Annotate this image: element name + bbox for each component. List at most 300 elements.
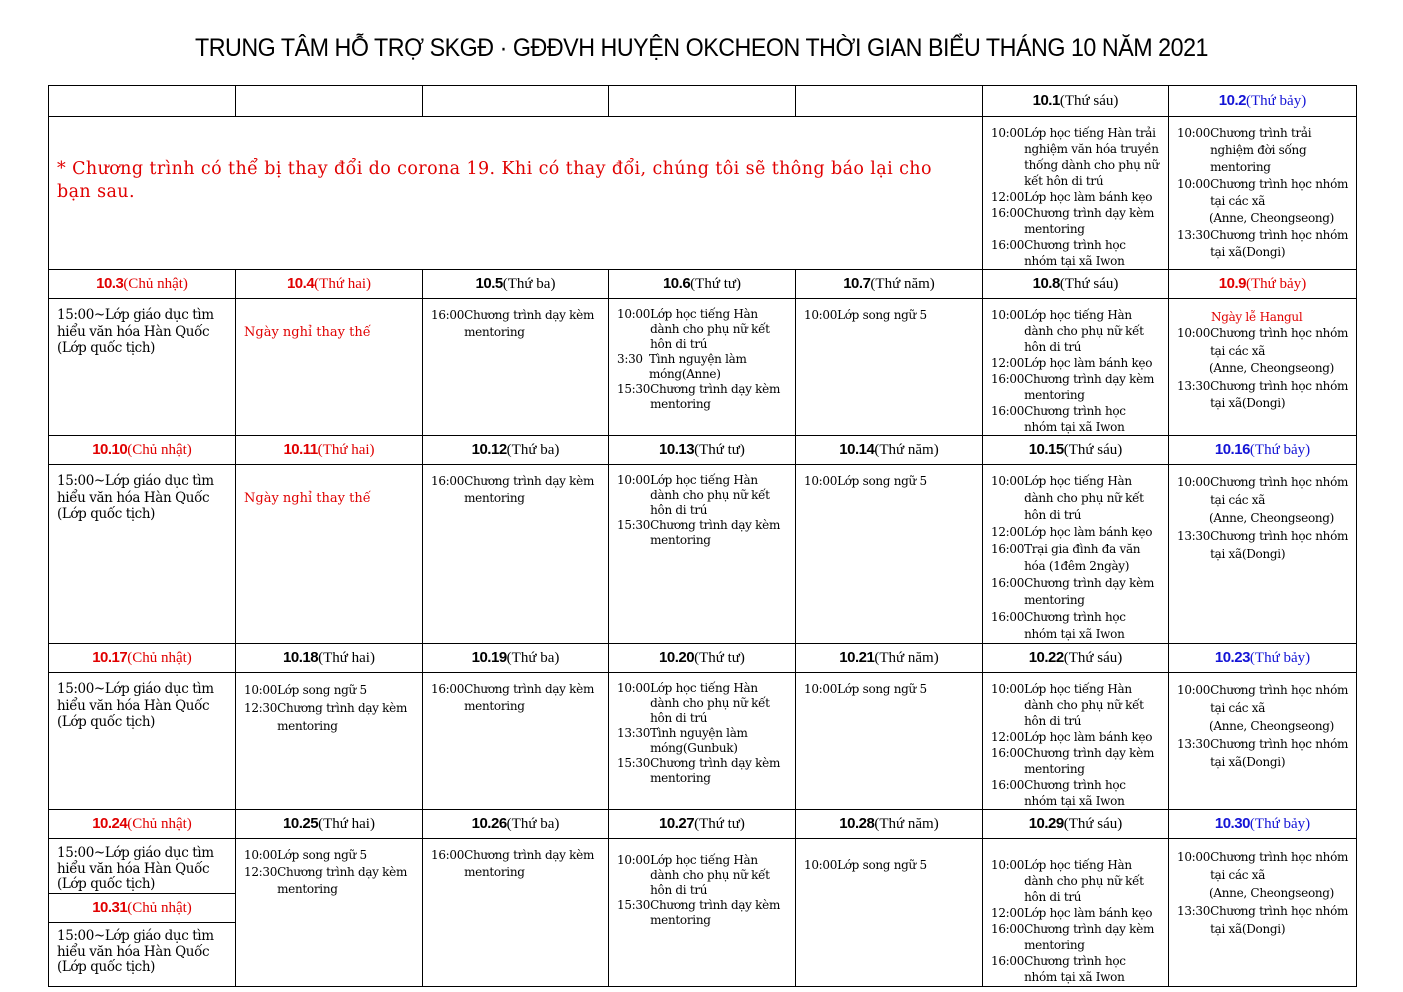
event-list: [983, 465, 1168, 643]
day-header: [423, 436, 609, 465]
day-header: [236, 644, 423, 673]
event-title: Chương trình học nhóm tại xã(Dongi): [1210, 529, 1349, 561]
event-time: 12:00: [991, 356, 1025, 370]
day-header: [1169, 436, 1357, 465]
day-number: 10.5: [475, 275, 503, 292]
weekday-label: (Thứ bảy): [1246, 276, 1307, 292]
event-time: 10:00: [991, 474, 1025, 488]
weekday-label: (Thứ tư): [694, 442, 745, 458]
event-time: 13:30: [617, 726, 651, 740]
day-header: [796, 644, 983, 673]
event-time: [1177, 884, 1209, 902]
event-time: 15:30: [617, 898, 651, 912]
day-number: 10.3: [96, 275, 124, 292]
event-title: Lớp song ngữ 5: [277, 848, 367, 862]
event-time: 10:00: [617, 473, 651, 487]
event-time: 12:00: [991, 525, 1025, 539]
event-time: 16:00: [431, 474, 465, 488]
event-item: [991, 524, 1162, 541]
day-number: 10.11: [283, 441, 318, 458]
weekday-label: (Thứ tư): [690, 276, 742, 292]
day-header: [423, 270, 609, 299]
day-number: 10.26: [471, 815, 507, 832]
day-cell: [609, 465, 796, 644]
day-number: 10.27: [659, 815, 695, 832]
event-title: Lớp học tiếng Hàn dành cho phụ nữ kết hôn di trú: [1024, 858, 1144, 904]
event-text: 15:00~Lớp giáo dục tìm hiểu văn hóa Hàn Quốc (Lớp quốc tịch): [57, 681, 214, 730]
event-time: [1177, 360, 1209, 378]
event-time: 10:00: [804, 308, 838, 322]
day-header: [609, 644, 796, 673]
day-number: 10.14: [839, 441, 875, 458]
day-cell: [609, 673, 796, 810]
event-item: [804, 857, 976, 874]
weekday-label: (Thứ bảy): [1249, 816, 1311, 832]
event-item: [617, 352, 789, 382]
event-list: [796, 465, 982, 490]
event-list: [236, 839, 422, 898]
event-time: 16:00: [991, 238, 1025, 252]
event-title: Lớp song ngữ 5: [837, 474, 927, 488]
day-number: 10.21: [839, 649, 875, 666]
event-title: Chương trình học nhóm tại các xã: [1210, 683, 1349, 715]
event-title: Lớp học tiếng Hàn dành cho phụ nữ kết hôn di trú: [1024, 474, 1144, 522]
week2-header-row: [49, 270, 1357, 299]
event-time: 16:00: [991, 372, 1025, 386]
event-time: [1177, 509, 1209, 527]
event-item: [1177, 227, 1350, 261]
event-item: [991, 953, 1162, 985]
day-header: [796, 436, 983, 465]
weekday-label: (Chủ nhật): [127, 650, 192, 666]
event-time: 10:00: [1177, 177, 1211, 191]
holiday-text: Ngày lễ Hangul: [1211, 310, 1303, 324]
weekday-label: (Thứ bảy): [1249, 442, 1311, 458]
event-item: [617, 756, 789, 786]
event-title: (Anne, Cheongseong): [1209, 886, 1335, 900]
event-title: Chương trình học nhóm tại xã(Dongi): [1210, 228, 1349, 259]
event-item: [617, 473, 789, 518]
event-item: [617, 898, 789, 928]
event-list: [1169, 117, 1356, 261]
week1-body-row: [49, 117, 1357, 270]
event-title: Chương trình học nhóm tại xã Iwon: [1024, 404, 1126, 434]
event-time: 16:00: [991, 954, 1025, 968]
day-header: [1169, 644, 1357, 673]
day-cell: [49, 465, 236, 644]
event-time: 12:30: [244, 865, 278, 879]
event-item: [804, 473, 976, 490]
day-number: 10.1: [1032, 92, 1060, 109]
weekday-label: (Thứ năm): [874, 442, 939, 458]
event-title: Lớp song ngữ 5: [837, 308, 927, 322]
event-title: Lớp học tiếng Hàn dành cho phụ nữ kết hôn di trú: [650, 473, 770, 517]
day-cell: [1169, 299, 1357, 436]
event-time: 10:00: [617, 853, 651, 867]
day-header: [49, 270, 236, 299]
event-item: [991, 307, 1162, 355]
weekday-label: (Thứ ba): [506, 442, 560, 458]
weekday-label: (Thứ ba): [502, 276, 556, 292]
event-time: 16:00: [431, 682, 465, 696]
day-header: [796, 810, 983, 839]
event-item: [1177, 473, 1350, 509]
day-header: [983, 270, 1169, 299]
day-header: [1169, 270, 1357, 299]
event-time: 10:00: [804, 858, 838, 872]
event-time: 12:00: [991, 906, 1025, 920]
event-item: [991, 355, 1162, 371]
event-item: [804, 681, 976, 698]
event-title: Chương trình học nhóm tại xã(Dongi): [1210, 737, 1349, 769]
event-time: 10:00: [991, 126, 1025, 140]
event-list: [609, 673, 795, 786]
day-cell: [1169, 839, 1357, 987]
day-cell: [49, 673, 236, 810]
day-header: [983, 86, 1169, 117]
event-item: [617, 853, 789, 898]
event-item: [991, 125, 1162, 189]
event-time: [1177, 210, 1209, 227]
event-text: 15:00~Lớp giáo dục tìm hiểu văn hóa Hàn Quốc (Lớp quốc tịch): [57, 473, 214, 522]
weekday-label: (Thứ sáu): [1059, 276, 1119, 292]
event-title: Chương trình học nhóm tại xã Iwon: [1024, 238, 1126, 268]
day-cell: [1169, 117, 1357, 270]
day-cell: [796, 465, 983, 644]
day-cell: [423, 299, 609, 436]
empty-cell: [609, 86, 796, 117]
event-item: [991, 371, 1162, 403]
event-item: [1177, 176, 1350, 210]
event-title: Chương trình học nhóm tại xã Iwon: [1024, 610, 1126, 641]
day-header: [796, 270, 983, 299]
event-title: Chương trình dạy kèm mentoring: [650, 518, 781, 547]
event-list: [983, 299, 1168, 435]
holiday-text: Ngày nghỉ thay thế: [244, 491, 371, 506]
event-list: [983, 117, 1168, 269]
empty-cell: [423, 86, 609, 117]
event-item: [991, 189, 1162, 205]
weekday-label: (Thứ bảy): [1249, 650, 1311, 666]
event-time: 10:00: [1177, 683, 1211, 697]
event-title: Lớp học tiếng Hàn dành cho phụ nữ kết hôn di trú: [650, 307, 770, 351]
day-cell: [49, 299, 236, 436]
event-list: [796, 299, 982, 324]
day-number: 10.30: [1214, 815, 1250, 832]
day-number: 10.17: [92, 649, 128, 666]
event-item: [617, 307, 789, 352]
day-cell: [609, 839, 796, 987]
weekday-label: (Thứ sáu): [1063, 442, 1123, 458]
day-header: [49, 644, 236, 673]
event-item: [991, 205, 1162, 237]
day-number: 10.19: [471, 649, 507, 666]
event-item: [991, 857, 1162, 905]
day-header: [49, 810, 236, 839]
event-title: Chương trình dạy kèm mentoring: [277, 701, 408, 733]
event-time: [1177, 717, 1209, 735]
event-title: Lớp học tiếng Hàn dành cho phụ nữ kết hôn di trú: [650, 853, 770, 897]
event-text: 15:00~Lớp giáo dục tìm hiểu văn hóa Hàn Quốc (Lớp quốc tịch): [57, 928, 214, 975]
event-time: 10:00: [991, 308, 1025, 322]
day-number: 10.4: [286, 275, 315, 292]
day-header: [983, 436, 1169, 465]
event-title: Trại gia đình đa văn hóa (1đêm 2ngày): [1024, 542, 1141, 573]
event-title: Tình nguyện làm móng(Gunbuk): [650, 726, 748, 755]
day-header: [49, 436, 236, 465]
event-item: [1177, 735, 1350, 771]
day-number: 10.12: [471, 441, 507, 458]
day-number: 10.8: [1032, 275, 1060, 292]
event-title: Tình nguyện làm móng(Anne): [649, 352, 747, 381]
event-time: 10:00: [617, 681, 651, 695]
day-header: [423, 644, 609, 673]
event-item: [1177, 378, 1350, 413]
weekday-label: (Thứ hai): [314, 276, 372, 292]
event-list: [423, 299, 608, 340]
event-title: Lớp học tiếng Hàn dành cho phụ nữ kết hôn di trú: [1024, 682, 1144, 728]
event-item: [1177, 509, 1350, 527]
event-item: [991, 905, 1162, 921]
event-title: Lớp học làm bánh kẹo: [1024, 906, 1153, 920]
event-list: [609, 299, 795, 412]
day-cell: [983, 117, 1169, 270]
day-cell: [1169, 673, 1357, 810]
event-title: (Anne, Cheongseong): [1209, 211, 1335, 225]
event-item: [991, 575, 1162, 609]
event-time: 10:00: [991, 682, 1025, 696]
event-time: 10:00: [1177, 475, 1211, 489]
day-number: 10.25: [283, 815, 319, 832]
calendar-table: [48, 85, 1357, 987]
event-title: Chương trình dạy kèm mentoring: [464, 682, 595, 713]
event-item: [431, 473, 602, 506]
day-cell: [983, 465, 1169, 644]
event-list: [983, 673, 1168, 809]
day-number: 10.24: [92, 815, 128, 832]
event-time: 13:30: [1177, 228, 1211, 242]
day-cell: [983, 299, 1169, 436]
event-item: [244, 847, 416, 864]
event-time: 15:30: [617, 518, 651, 532]
day-cell: [423, 673, 609, 810]
day-number: 10.10: [92, 441, 128, 458]
event-time: 16:00: [431, 308, 465, 322]
event-title: Chương trình dạy kèm mentoring: [1024, 206, 1155, 236]
day-number: 10.13: [659, 441, 695, 458]
event-list: [1169, 839, 1356, 938]
day-number: 10.15: [1028, 441, 1064, 458]
event-time: 12:00: [991, 190, 1025, 204]
event-time: 10:00: [1177, 126, 1211, 140]
page-title: TRUNG TÂM HỖ TRỢ SKGĐ · GĐĐVH HUYỆN OKCHEON THỜI GIAN BIỂU THÁNG 10 NĂM 2021: [194, 34, 1209, 62]
day-number: 10.6: [662, 275, 691, 292]
week4-header-row: [49, 644, 1357, 673]
event-time: 13:30: [1177, 529, 1211, 543]
empty-cell: [236, 86, 423, 117]
day-number: 10.22: [1028, 649, 1064, 666]
week5-header-row: [49, 810, 1357, 839]
weekday-label: (Thứ năm): [870, 276, 935, 292]
day-number: 10.23: [1214, 649, 1250, 666]
event-item: [431, 681, 602, 714]
event-time: 16:00: [991, 746, 1025, 760]
event-title: Chương trình dạy kèm mentoring: [464, 308, 595, 339]
event-title: Chương trình dạy kèm mentoring: [464, 474, 595, 505]
day-cell: [423, 465, 609, 644]
event-time: 16:00: [991, 404, 1025, 418]
event-item: [1177, 210, 1350, 227]
weekday-label: (Thứ bảy): [1246, 93, 1307, 109]
event-item: [991, 541, 1162, 575]
day-header: [983, 810, 1169, 839]
event-time: 15:30: [617, 756, 651, 770]
weekday-label: (Thứ tư): [694, 816, 745, 832]
event-title: (Anne, Cheongseong): [1209, 511, 1335, 525]
event-title: Lớp song ngữ 5: [837, 858, 927, 872]
week5-body-row: [49, 839, 1357, 987]
day-cell: [983, 839, 1169, 987]
event-time: 13:30: [1177, 737, 1211, 751]
event-list: [1177, 325, 1350, 413]
event-item: [991, 237, 1162, 269]
event-item: [1177, 527, 1350, 563]
event-item: [991, 609, 1162, 643]
day-header: [236, 436, 423, 465]
event-time: 16:00: [991, 778, 1025, 792]
event-time: 13:30: [1177, 904, 1211, 918]
event-item: [991, 681, 1162, 729]
event-item: [991, 473, 1162, 524]
event-item: [804, 307, 976, 324]
day-header: [1169, 810, 1357, 839]
event-item: [1177, 125, 1350, 176]
empty-cell: [796, 86, 983, 117]
event-time: 10:00: [1177, 850, 1211, 864]
day-number: 10.31: [92, 899, 128, 916]
event-time: 10:00: [244, 848, 278, 862]
event-time: 10:00: [617, 307, 651, 321]
event-list: [796, 839, 982, 874]
week3-header-row: [49, 436, 1357, 465]
event-list: [983, 839, 1168, 985]
event-text: 15:00~Lớp giáo dục tìm hiểu văn hóa Hàn Quốc (Lớp quốc tịch): [57, 307, 214, 356]
day-number: 10.29: [1028, 815, 1064, 832]
event-item: [991, 403, 1162, 435]
event-list: [609, 465, 795, 548]
day-header: [423, 810, 609, 839]
event-item: [1177, 717, 1350, 735]
event-item: [1177, 325, 1350, 360]
event-list: [236, 673, 422, 735]
event-time: 12:00: [991, 730, 1025, 744]
weekday-label: (Chủ nhật): [127, 900, 192, 916]
day-number: 10.20: [659, 649, 695, 666]
event-item: [1177, 848, 1350, 884]
event-time: 16:00: [991, 542, 1025, 556]
event-item: [991, 745, 1162, 777]
event-time: 15:30: [617, 382, 651, 396]
week3-body-row: [49, 465, 1357, 644]
day-number: 10.28: [839, 815, 875, 832]
empty-cell: [49, 86, 236, 117]
event-time: 10:00: [244, 683, 278, 697]
weekday-label: (Thứ sáu): [1063, 650, 1123, 666]
event-item: [617, 681, 789, 726]
notice-cell: [49, 117, 983, 270]
event-time: 13:30: [1177, 378, 1211, 393]
event-title: Chương trình dạy kèm mentoring: [277, 865, 408, 896]
event-item: [431, 307, 602, 340]
event-time: 16:00: [991, 922, 1025, 936]
event-title: Chương trình học nhóm tại xã(Dongi): [1210, 378, 1349, 410]
day-cell: [796, 839, 983, 987]
event-item: [1177, 681, 1350, 717]
day-number: 10.7: [843, 275, 871, 292]
event-item: [1177, 360, 1350, 378]
weekday-label: (Chủ nhật): [127, 816, 192, 832]
event-title: Chương trình học nhóm tại các xã: [1210, 177, 1349, 208]
day-cell: [49, 839, 236, 987]
event-title: Lớp học tiếng Hàn dành cho phụ nữ kết hôn di trú: [1024, 308, 1144, 354]
day-number: 10.2: [1218, 92, 1246, 109]
weekday-label: (Chủ nhật): [127, 442, 192, 458]
event-time: 16:00: [431, 848, 465, 862]
weekday-label: (Thứ ba): [506, 816, 560, 832]
event-title: Lớp học tiếng Hàn dành cho phụ nữ kết hôn di trú: [650, 681, 770, 725]
weekday-label: (Thứ năm): [874, 816, 939, 832]
day-cell: [796, 299, 983, 436]
week4-body-row: [49, 673, 1357, 810]
event-title: Lớp học làm bánh kẹo: [1024, 190, 1153, 204]
event-item: [1177, 902, 1350, 938]
event-item: [244, 681, 416, 699]
event-title: Chương trình dạy kèm mentoring: [1024, 922, 1155, 952]
event-title: Lớp học làm bánh kẹo: [1024, 730, 1153, 744]
day-header: [236, 270, 423, 299]
day-header: [609, 436, 796, 465]
event-title: Chương trình dạy kèm mentoring: [1024, 372, 1155, 402]
event-list: [423, 839, 608, 880]
event-title: (Anne, Cheongseong): [1209, 719, 1335, 733]
event-item: [617, 726, 789, 756]
notice-text: * Chương trình có thể bị thay đổi do corona 19. Khi có thay đổi, chúng tôi sẽ thông báo lại cho bạn sau.: [57, 159, 932, 202]
event-item: [1177, 884, 1350, 902]
week1-header-row: [49, 86, 1357, 117]
event-title: Chương trình dạy kèm mentoring: [464, 848, 595, 879]
event-title: Lớp học làm bánh kẹo: [1024, 525, 1153, 539]
event-title: (Anne, Cheongseong): [1209, 361, 1335, 375]
event-title: Lớp song ngữ 5: [277, 683, 367, 697]
day-cell: [609, 299, 796, 436]
event-title: Chương trình dạy kèm mentoring: [1024, 746, 1155, 776]
event-title: Lớp học tiếng Hàn trải nghiệm văn hóa truyền thống dành cho phụ nữ kết hôn di trú: [1024, 126, 1159, 188]
event-text: 15:00~Lớp giáo dục tìm hiểu văn hóa Hàn Quốc (Lớp quốc tịch): [49, 839, 235, 894]
weekday-label: (Thứ tư): [694, 650, 745, 666]
day-cell: [983, 673, 1169, 810]
event-title: Chương trình dạy kèm mentoring: [650, 382, 781, 411]
day-cell: [796, 673, 983, 810]
event-title: Chương trình dạy kèm mentoring: [650, 756, 781, 785]
day-header: [983, 644, 1169, 673]
event-time: 16:00: [991, 576, 1025, 590]
day-cell: [236, 299, 423, 436]
day-header: [49, 894, 235, 923]
event-item: [991, 921, 1162, 953]
event-time: 10:00: [1177, 326, 1211, 340]
day-header: [1169, 86, 1357, 117]
event-title: Lớp song ngữ 5: [837, 682, 927, 696]
